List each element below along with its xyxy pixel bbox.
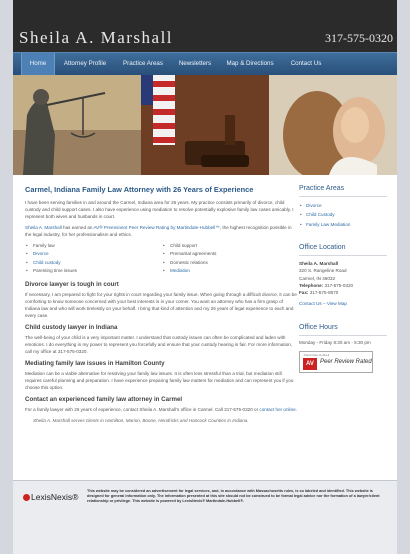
nav-map-directions[interactable]: Map & Directions: [226, 60, 274, 67]
content-area: [13, 175, 397, 480]
practice-areas-list: [299, 201, 387, 229]
peer-review-badge[interactable]: [299, 351, 373, 373]
list-item-link[interactable]: • Child custody: [25, 259, 162, 267]
nav-newsletters[interactable]: Newsletters: [178, 60, 212, 67]
hero-banner: [13, 75, 397, 175]
site-name[interactable]: Sheila A. Marshall: [19, 28, 174, 47]
fax-value: 317-575-8570: [309, 290, 339, 296]
family-hug-image: [269, 75, 397, 175]
lexisnexis-text: LexisNexis®: [31, 492, 79, 502]
nav-attorney-profile[interactable]: Attorney Profile: [63, 60, 107, 67]
footer-disclaimer: This website may be considered an advertisement for legal services, and, in accordance with Massachusetts rules, is so labeled and identified. This website is designed for general information only. The information presented at this site should not be construed to be formal legal advice nor the formation of a lawyer/client relationship or privilege. This website is powered by LexisNexis® Martindale-Hubbell®.: [87, 489, 380, 503]
lexisnexis-icon: [23, 494, 30, 501]
list-item: • Domestic relations: [162, 259, 299, 267]
badge-text: Peer Review Rated: [320, 359, 372, 366]
address-line-2: Carmel, IN 46032: [299, 275, 336, 281]
address-line-1: 320 S. Rangeline Road: [299, 268, 347, 274]
site-header: [13, 0, 397, 52]
divorce-paragraph: If necessary, I am prepared to fight for your rights in court regarding your family issue. When going through a difficult divorce, it can be comforting to know someone concerned with your best interests is in your corner. You want an attorney who has a firm grasp of Indiana law and who will work tirelessly on your behalf. I bring that kind of attention and my 26 years of legal experience to each and every case.: [25, 291, 297, 318]
site-footer: [13, 480, 397, 554]
office-hours: Monday - Friday 8:30 am - 5:30 pm: [299, 340, 371, 346]
list-item: • Child support: [162, 242, 299, 250]
office-hours-heading: Office Hours: [299, 324, 387, 336]
office-name: Sheila A. Marshall: [299, 261, 339, 267]
custody-paragraph: The well-being of your child is a very important matter. I understand that custody issues can often be complicated and laden with emotions. I do everything in my power to represent you forcefully and ensure that your custody hearing is fair. For more information, call my office at 317-575-0320.: [25, 334, 293, 354]
list-item: • Premarital agreements: [162, 250, 299, 258]
section-heading-contact: Contact an experienced family law attorney in Carmel: [25, 395, 183, 403]
attorney-name-link[interactable]: Sheila A. Marshall: [25, 225, 62, 230]
telephone-label: Telephone:: [299, 282, 324, 288]
main-nav: [13, 52, 397, 75]
av-logo-icon: AV: [303, 358, 317, 370]
telephone-value: 317-575-0320: [324, 282, 354, 288]
list-item-link[interactable]: • Divorce: [25, 250, 162, 258]
rating-text-mid: has earned an: [61, 225, 94, 230]
page-title: Carmel, Indiana Family Law Attorney with 26 Years of Experience: [25, 185, 254, 194]
contact-text-end: .: [295, 406, 297, 412]
practice-bullets: [25, 242, 299, 276]
nav-contact-us[interactable]: Contact Us: [290, 60, 322, 67]
gavel-flag-image: [141, 75, 269, 175]
main-column: [25, 185, 299, 428]
contact-text: For a family lawyer with 26 years of experience, contact Sheila A. Marshall's office in Carmel. Call 317-575-0320 or: [25, 406, 260, 412]
office-location-heading: Office Location: [299, 244, 387, 256]
sidebar-item-divorce[interactable]: • Divorce: [299, 201, 387, 210]
contact-us-link[interactable]: Contact Us: [299, 301, 322, 307]
office-address: [299, 260, 387, 296]
view-map-link[interactable]: View Map: [326, 301, 347, 307]
fax-label: Fax:: [299, 290, 309, 296]
nav-home[interactable]: Home: [21, 53, 55, 75]
section-heading-mediating: Mediating family law issues in Hamilton County: [25, 359, 165, 367]
office-links: [299, 301, 387, 306]
sidebar-item-child-custody[interactable]: • Child Custody: [299, 210, 387, 219]
contact-online-link[interactable]: contact her online: [259, 406, 296, 412]
lexisnexis-logo[interactable]: [23, 492, 78, 502]
practice-areas-heading: Practice Areas: [299, 185, 387, 197]
section-heading-divorce: Divorce lawyer is tough in court: [25, 280, 119, 288]
list-item-link[interactable]: • Mediation: [162, 267, 299, 275]
list-item: • Family law: [25, 242, 162, 250]
link-separator: –: [321, 301, 327, 307]
justice-statue-image: [13, 75, 141, 175]
page: [13, 0, 397, 554]
intro-paragraph: I have been serving families in and around the Carmel, Indiana area for 26 years. My practice consists primarily of divorce, child custody and child support cases. I also have experience using mediation to resolve potentially explosive family law cases amicably. I represent both wives and husbands in court.: [25, 200, 294, 219]
section-heading-custody: Child custody lawyer in Indiana: [25, 323, 118, 331]
badge-top-text: Martindale-Hubbell: [304, 353, 330, 358]
sidebar: [299, 185, 387, 373]
header-phone: 317-575-0320: [325, 31, 393, 45]
rating-paragraph: [25, 224, 299, 238]
contact-paragraph: [25, 406, 299, 413]
serves-counties: Sheila A. Marshall serves clients in Hamilton, Marion, Boone, Hendricks and Hancock Counties in Indiana.: [33, 417, 249, 423]
bullets-left: [25, 242, 162, 276]
mediating-paragraph: Mediation can be a viable alternative for resolving your family law issues. It is often less stressful than a trial, but mediation still requires careful planning and preparation. I have experience preparing family law matters for mediation and can represent you if you choose this option.: [25, 370, 294, 390]
nav-practice-areas[interactable]: Practice Areas: [123, 60, 163, 67]
list-item: • Parenting time issues: [25, 267, 162, 275]
av-rating-link[interactable]: AV® Preeminent Peer Review Rating by Martindale-Hubbell™: [93, 225, 220, 230]
bullets-right: [162, 242, 299, 276]
sidebar-item-mediation[interactable]: • Family Law Mediation: [299, 220, 387, 229]
rating-text-end: , the highest recognition possible in the legal industry, for her professionalism and ethics.: [25, 225, 292, 237]
